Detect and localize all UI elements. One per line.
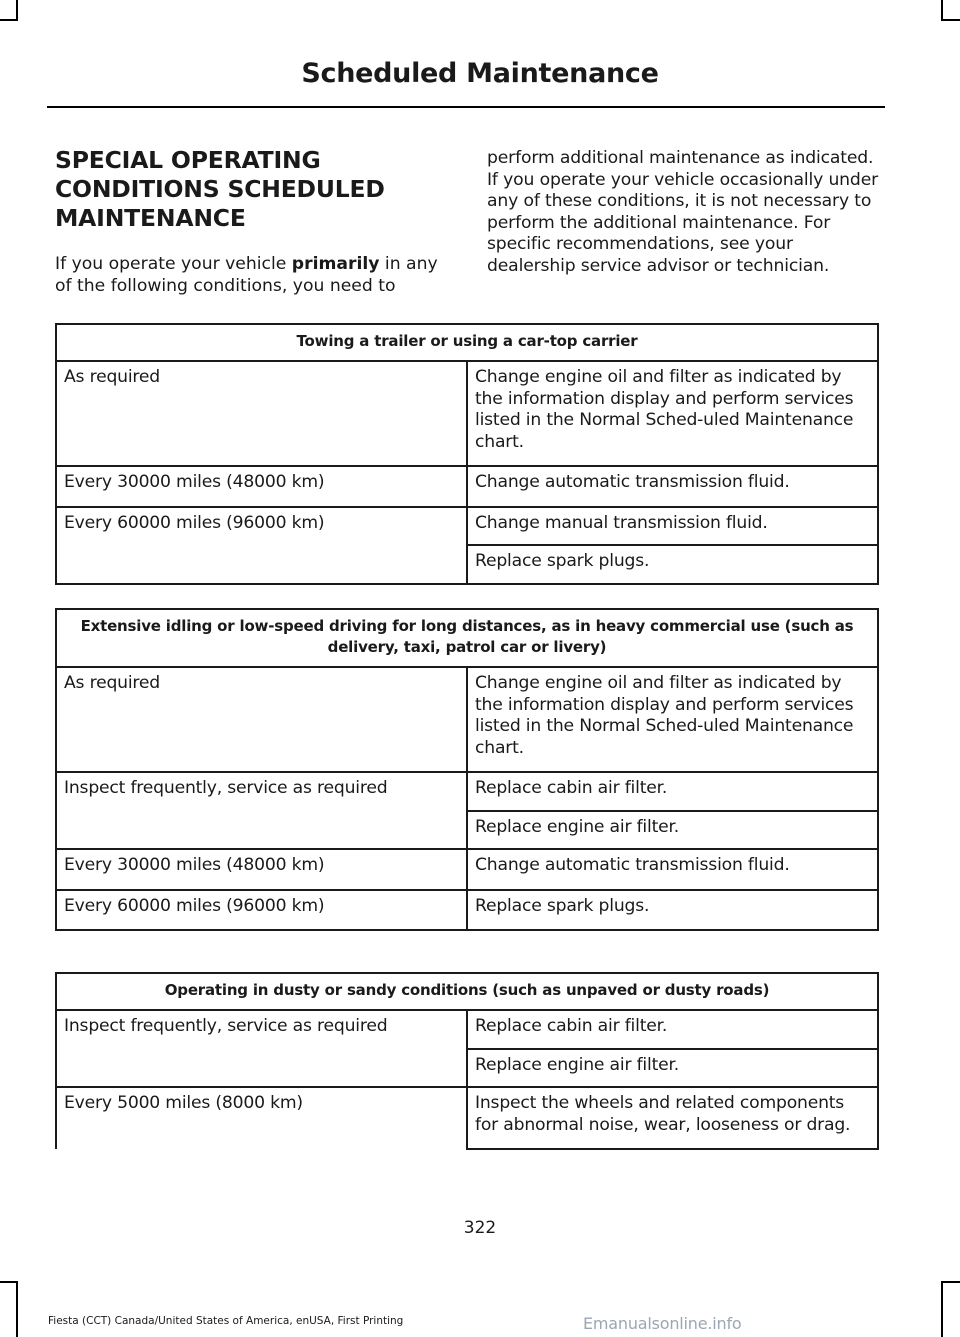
table-heading-row — [56, 973, 878, 1010]
table-row — [56, 849, 878, 890]
watermark: Emanualsonline.info — [583, 1314, 742, 1333]
action-cell: Replace engine air filter. — [467, 811, 878, 850]
intro-text-prefix: If you operate your vehicle — [55, 254, 292, 274]
crop-mark-top-left-horizontal — [0, 19, 18, 21]
table-heading: Extensive idling or low-speed driving for long distances, as in heavy commercial use (such as delivery, taxi, patrol car or livery) — [56, 609, 878, 667]
action-cell: Change engine oil and filter as indicated by the information display and perform services listed in the Normal Sched-uled Maintenance chart. — [467, 361, 878, 466]
table-row — [56, 466, 878, 507]
action-cell: Change manual transmission fluid. — [467, 507, 878, 546]
table-row — [56, 361, 878, 466]
table-heading: Towing a trailer or using a car-top carrier — [56, 324, 878, 361]
table-row — [56, 1087, 878, 1149]
interval-cell: Every 30000 miles (48000 km) — [56, 849, 467, 890]
action-cell: Inspect the wheels and related components for abnormal noise, wear, looseness or drag. — [467, 1087, 878, 1149]
intro-emphasis: primarily — [291, 254, 380, 274]
action-cell: Change automatic transmission fluid. — [467, 466, 878, 507]
interval-cell: Inspect frequently, service as required — [56, 1010, 467, 1087]
interval-cell: Every 30000 miles (48000 km) — [56, 466, 467, 507]
interval-cell: Inspect frequently, service as required — [56, 772, 467, 849]
header-divider — [47, 106, 885, 108]
table-heading: Operating in dusty or sandy conditions (such as unpaved or dusty roads) — [56, 973, 878, 1010]
page-number: 322 — [463, 1218, 497, 1238]
interval-cell: As required — [56, 361, 467, 466]
table-heading-row — [56, 324, 878, 361]
crop-mark-bottom-left-horizontal — [0, 1281, 18, 1283]
crop-mark-top-right-horizontal — [941, 19, 960, 21]
maintenance-table-idling — [55, 608, 879, 931]
interval-cell: Every 5000 miles (8000 km) — [56, 1087, 467, 1149]
crop-mark-top-left-vertical — [16, 0, 18, 21]
intro-paragraph-continued: perform additional maintenance as indicated. If you operate your vehicle occasionally under any of these conditions, it is not necessary to perform the additional maintenance. For specific recommendations, see your dealership service advisor or technician. — [487, 148, 879, 276]
table-row — [56, 667, 878, 772]
action-cell: Replace spark plugs. — [467, 545, 878, 584]
maintenance-table-towing — [55, 323, 879, 585]
table-row — [56, 507, 878, 546]
crop-mark-bottom-left-vertical — [16, 1281, 18, 1337]
table-row — [56, 1010, 878, 1049]
action-cell: Change engine oil and filter as indicated by the information display and perform services listed in the Normal Sched-uled Maintenance chart. — [467, 667, 878, 772]
table-row — [56, 772, 878, 811]
footer-edition: Fiesta (CCT) Canada/United States of America, enUSA, First Printing — [48, 1315, 404, 1327]
action-cell: Change automatic transmission fluid. — [467, 849, 878, 890]
action-cell: Replace cabin air filter. — [467, 1010, 878, 1049]
action-cell: Replace spark plugs. — [467, 890, 878, 931]
action-cell: Replace engine air filter. — [467, 1049, 878, 1088]
crop-mark-top-right-vertical — [941, 0, 943, 21]
crop-mark-bottom-right-horizontal — [941, 1281, 960, 1283]
maintenance-table-dusty — [55, 972, 879, 1150]
crop-mark-bottom-right-vertical — [941, 1281, 943, 1337]
table-heading-row — [56, 609, 878, 667]
interval-cell: Every 60000 miles (96000 km) — [56, 890, 467, 931]
action-cell: Replace cabin air filter. — [467, 772, 878, 811]
interval-cell: As required — [56, 667, 467, 772]
section-title: SPECIAL OPERATING CONDITIONS SCHEDULED MAINTENANCE — [55, 146, 385, 232]
intro-text-suffix: in any of the following conditions, you need to — [55, 254, 438, 296]
interval-cell: Every 60000 miles (96000 km) — [56, 507, 467, 584]
page-header-title: Scheduled Maintenance — [301, 58, 659, 89]
intro-paragraph-start — [55, 254, 453, 297]
table-row — [56, 890, 878, 931]
